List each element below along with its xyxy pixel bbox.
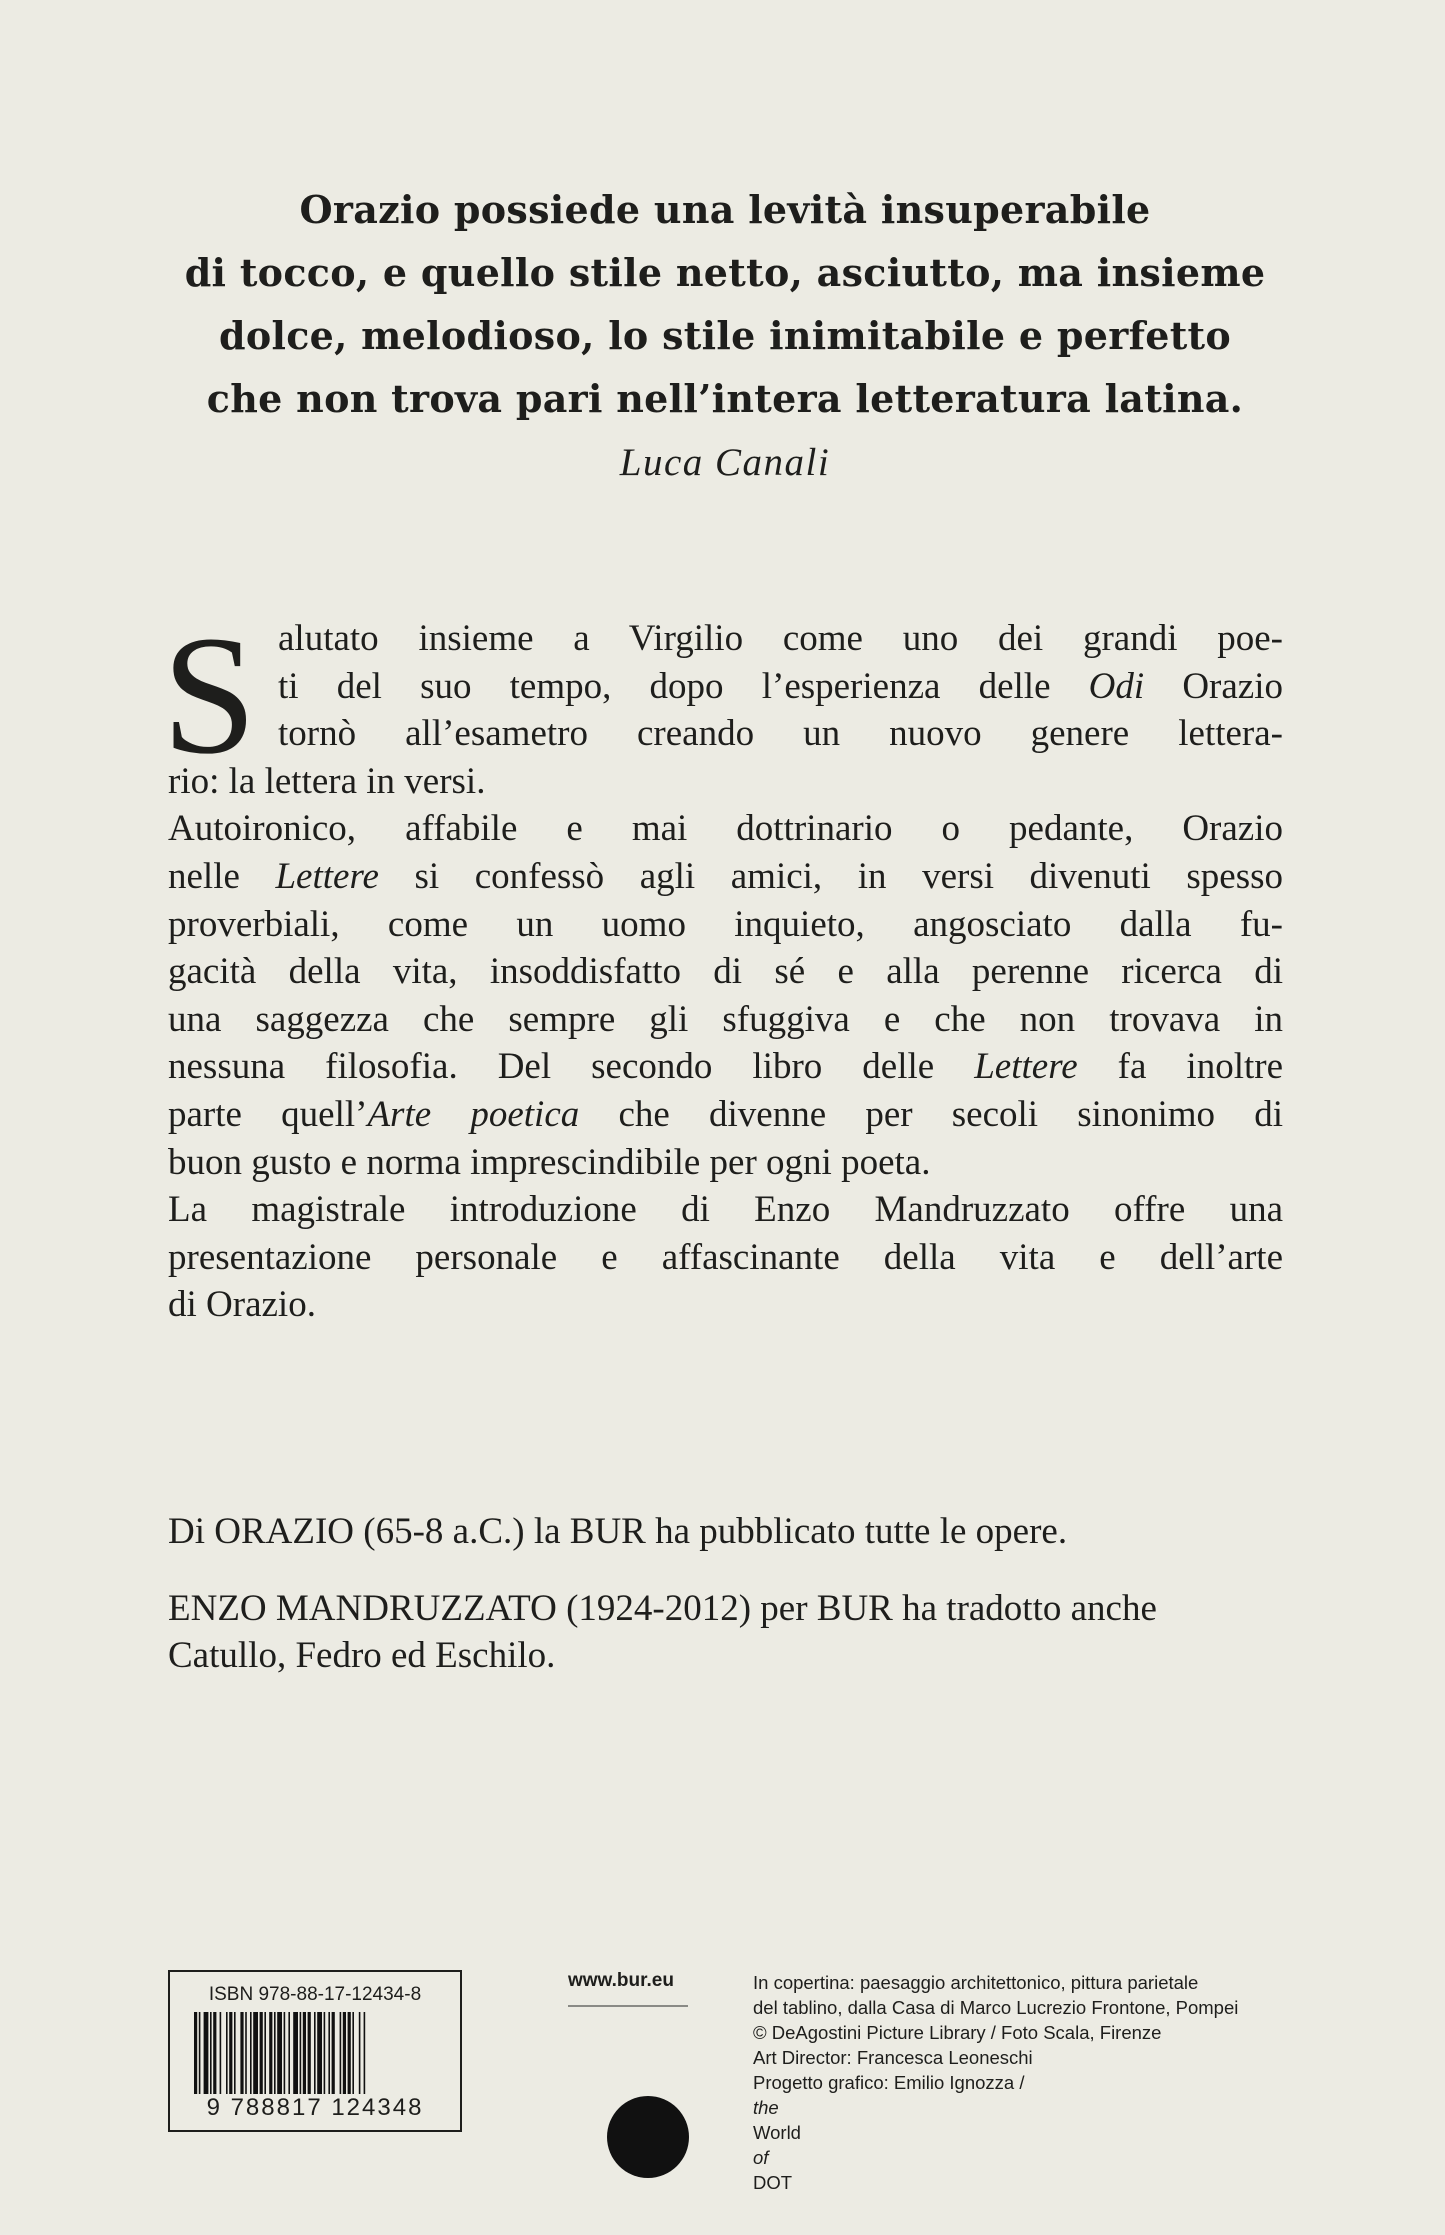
description-line: presentazione personale e affascinante della vita e dell’arte	[168, 1236, 1283, 1278]
author-notes	[168, 1508, 1283, 1709]
description-line: rio: la lettera in versi.	[168, 760, 486, 802]
barcode-bar	[260, 2012, 263, 2094]
website-link[interactable]: www.bur.eu	[568, 1970, 674, 1991]
description-line: alutato insieme a Virgilio come uno dei grandi poe-	[278, 618, 1283, 659]
barcode-bar	[317, 2012, 322, 2094]
isbn-label: ISBN 978-88-17-12434-8	[208, 1984, 422, 2005]
barcode-bar	[226, 2012, 228, 2094]
description-line: tornò all’esametro creando un nuovo genere lettera-	[278, 713, 1283, 755]
description-line: nessuna filosofia. Del secondo libro delle Lettere fa inoltre	[168, 1046, 1284, 1088]
quote-line: che non trova pari nell’intera letteratura latina.	[206, 376, 1244, 421]
description-line: proverbiali, come un uomo inquieto, angosciato dalla fu-	[168, 903, 1283, 945]
barcode-bar	[245, 2012, 247, 2094]
barcode-bar	[240, 2012, 243, 2094]
credit-line: © DeAgostini Picture Library / Foto Scala, Firenze	[753, 2022, 1162, 2043]
description-line: nelle Lettere si confessò agli amici, in versi divenuti spesso	[168, 855, 1283, 897]
barcode-bar	[359, 2012, 361, 2094]
description-line: gacità della vita, insoddisfatto di sé e alla perenne ricerca di	[168, 951, 1283, 993]
barcode-bar	[210, 2012, 212, 2094]
barcode-bar	[229, 2012, 232, 2094]
description-line: ti del suo tempo, dopo l’esperienza delle Odi Orazio	[278, 665, 1284, 707]
barcode-icon	[194, 2012, 438, 2094]
drop-cap: S	[162, 601, 257, 789]
credit-line: In copertina: paesaggio architettonico, pittura parietale	[753, 1972, 1199, 1993]
barcode-bar	[332, 2012, 335, 2094]
credit-line: Progetto grafico: Emilio Ignozza / the World of DOT	[753, 2072, 1025, 2193]
barcode-bar	[328, 2012, 330, 2094]
barcode-bar	[364, 2012, 366, 2094]
barcode-bar	[340, 2012, 342, 2094]
quote-line: Orazio possiede una levità insuperabile	[299, 187, 1151, 232]
barcode-bar	[269, 2012, 272, 2094]
barcode-bar	[300, 2012, 302, 2094]
ean-number: 9 788817 124348	[206, 2094, 424, 2121]
barcode-bar	[250, 2012, 252, 2094]
barcode-bar	[199, 2012, 201, 2094]
publisher-dot-logo	[607, 2096, 689, 2178]
barcode-bar	[253, 2012, 258, 2094]
mandruzzato-note: ENZO MANDRUZZATO (1924-2012) per BUR ha tradotto anche Catullo, Fedro ed Eschilo.	[168, 1588, 1157, 1676]
barcode-bar	[352, 2012, 354, 2094]
quote-line: dolce, melodioso, lo stile inimitabile e perfetto	[218, 313, 1232, 358]
credit-line: del tablino, dalla Casa di Marco Lucrezio Frontone, Pompei	[753, 1997, 1239, 2018]
quote-author: Luca Canali	[619, 441, 831, 484]
description-paragraph-1	[162, 601, 1284, 805]
quote-line: di tocco, e quello stile netto, asciutto, ma insieme	[184, 250, 1266, 295]
description-paragraph-2	[168, 805, 1283, 1186]
barcode-bar	[348, 2012, 351, 2094]
barcode-bar	[303, 2012, 306, 2094]
barcode-bar	[194, 2012, 197, 2094]
barcode-bar	[220, 2012, 222, 2094]
barcode-bar	[284, 2012, 286, 2094]
book-description	[162, 601, 1284, 1329]
barcode-bar	[234, 2012, 236, 2094]
orazio-note: Di ORAZIO (65-8 a.C.) la BUR ha pubblicato tutte le opere.	[168, 1511, 1068, 1552]
barcode-bar	[264, 2012, 266, 2094]
description-line: La magistrale introduzione di Enzo Mandruzzato offre una	[168, 1189, 1283, 1231]
barcode-bar	[274, 2012, 276, 2094]
isbn-barcode	[168, 1970, 462, 2132]
divider	[568, 2005, 688, 2007]
description-paragraph-3	[168, 1186, 1283, 1329]
description-line: parte quell’Arte poetica che divenne per secoli sinonimo di	[168, 1093, 1283, 1135]
description-line: di Orazio.	[168, 1284, 316, 1326]
barcode-bar	[204, 2012, 209, 2094]
barcode-bar	[293, 2012, 298, 2094]
description-line: buon gusto e norma imprescindibile per ogni poeta.	[168, 1141, 931, 1183]
credit-line: Art Director: Francesca Leoneschi	[753, 2047, 1033, 2068]
barcode-bar	[288, 2012, 290, 2094]
description-line: una saggezza che sempre gli sfuggiva e che non trovava in	[168, 998, 1283, 1040]
barcode-bar	[324, 2012, 326, 2094]
barcode-bar	[213, 2012, 216, 2094]
barcode-bar	[343, 2012, 346, 2094]
cover-credits	[753, 1970, 1343, 2195]
description-line: Autoironico, affabile e mai dottrinario o pedante, Orazio	[168, 808, 1283, 850]
back-cover-quote	[140, 178, 1310, 494]
barcode-bar	[314, 2012, 316, 2094]
barcode-bar	[308, 2012, 311, 2094]
barcode-bar	[277, 2012, 282, 2094]
